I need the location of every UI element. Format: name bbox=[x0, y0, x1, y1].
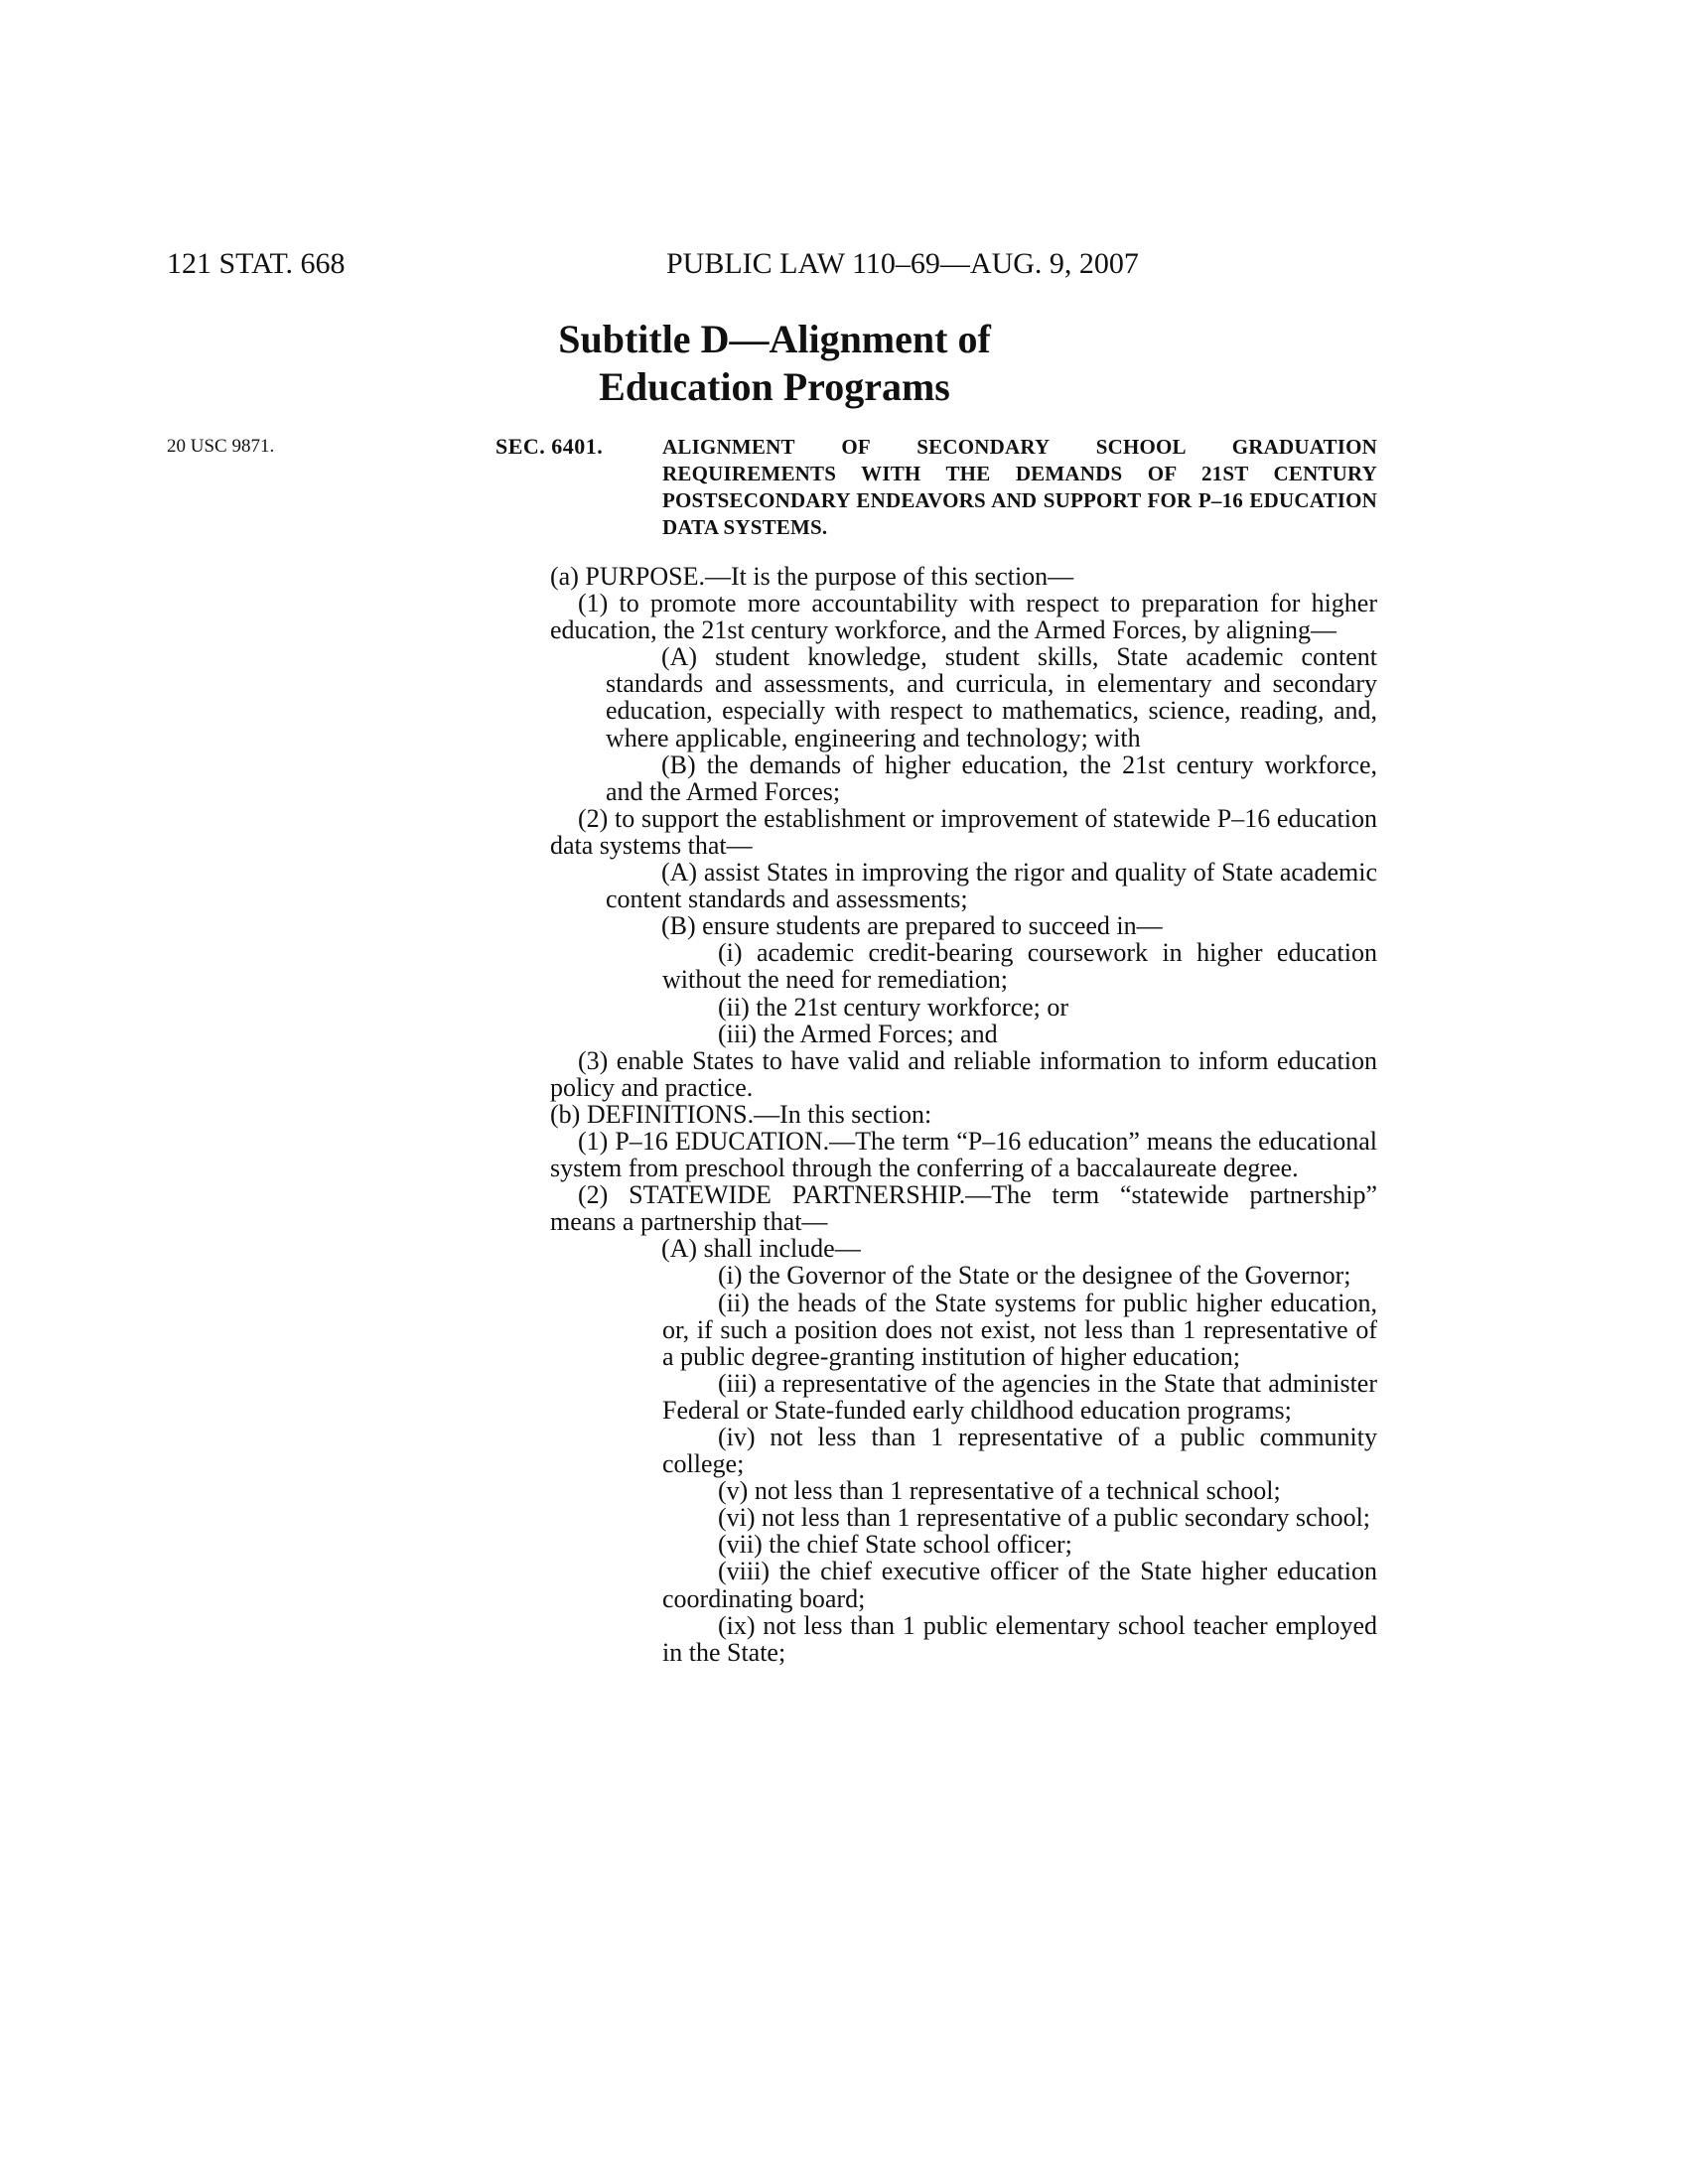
paragraph-b-2-A-ix: (ix) not less than 1 public elementary school teacher employed in the State; bbox=[662, 1610, 1377, 1667]
paragraph-b-2-A-vi: (vi) not less than 1 representative of a public secondary school; bbox=[718, 1503, 1371, 1533]
section-label: SEC. 6401. bbox=[495, 434, 604, 459]
section-title: ALIGNMENT OF SECONDARY SCHOOL GRADUATION REQUIREMENTS WITH THE DEMANDS OF 21ST CENTURY POSTSECONDARY ENDEAVORS AND SUPPORT FOR P–16 EDUCATION DATA SYSTEMS. bbox=[662, 435, 1377, 539]
law-citation: PUBLIC LAW 110–69—AUG. 9, 2007 bbox=[666, 247, 1139, 280]
usc-margin-note: 20 USC 9871. bbox=[167, 436, 275, 457]
paragraph-b-2-A-iii: (iii) a representative of the agencies in the State that administer Federal or State-funded early childhood education programs; bbox=[662, 1368, 1377, 1425]
paragraph-b-2-A-i: (i) the Governor of the State or the designee of the Governor; bbox=[718, 1261, 1351, 1291]
paragraph-b-2-A-v: (v) not less than 1 representative of a technical school; bbox=[718, 1476, 1281, 1506]
paragraph-a-3: (3) enable States to have valid and reliable information to inform education policy and practice. bbox=[550, 1045, 1377, 1102]
paragraph-a-heading: (a) PURPOSE.—It is the purpose of this section— bbox=[550, 562, 1074, 591]
paragraph-a-2-A: (A) assist States in improving the rigor and quality of State academic content standards and assessments; bbox=[606, 858, 1377, 914]
paragraph-a-2-B-ii: (ii) the 21st century workforce; or bbox=[718, 992, 1069, 1022]
paragraph-a-1-B: (B) the demands of higher education, the 21st century workforce, and the Armed Forces; bbox=[606, 750, 1377, 806]
paragraph-a-1: (1) to promote more accountability with respect to preparation for higher education, the 21st century workforce, and the Armed Forces, by aligning— bbox=[550, 589, 1377, 645]
subtitle-heading: Subtitle D—Alignment of Education Programs bbox=[558, 317, 991, 409]
paragraph-a-2-B: (B) ensure students are prepared to succeed in— bbox=[661, 911, 1163, 941]
paragraph-b-2-A: (A) shall include— bbox=[661, 1234, 861, 1264]
paragraph-b-2-A-vii: (vii) the chief State school officer; bbox=[718, 1530, 1072, 1560]
paragraph-b-1: (1) P–16 EDUCATION.—The term “P–16 education” means the educational system from preschool through the conferring of a baccalaureate degree. bbox=[550, 1126, 1377, 1183]
section-body bbox=[550, 563, 1377, 1666]
paragraph-b-2-A-iv: (iv) not less than 1 representative of a public community college; bbox=[662, 1423, 1377, 1479]
paragraph-a-2: (2) to support the establishment or improvement of statewide P–16 education data systems that— bbox=[550, 803, 1377, 860]
paragraph-a-2-B-i: (i) academic credit-bearing coursework in higher education without the need for remediation; bbox=[662, 938, 1377, 995]
paragraph-b-heading: (b) DEFINITIONS.—In this section: bbox=[550, 1099, 932, 1129]
paragraph-a-2-B-iii: (iii) the Armed Forces; and bbox=[718, 1019, 998, 1048]
paragraph-b-2-A-ii: (ii) the heads of the State systems for public higher education, or, if such a position does not exist, not less than 1 representative of a public degree-granting institution of higher education; bbox=[662, 1288, 1377, 1371]
paragraph-a-1-A: (A) student knowledge, student skills, State academic content standards and assessments, and curricula, in elementary and secondary education, especially with respect to mathematics, science, reading, and, where applicable, engineering and technology; with bbox=[606, 642, 1377, 752]
paragraph-b-2-A-viii: (viii) the chief executive officer of the State higher education coordinating board; bbox=[662, 1557, 1377, 1613]
running-header bbox=[0, 247, 1688, 287]
stat-citation: 121 STAT. 668 bbox=[167, 247, 346, 280]
paragraph-b-2: (2) STATEWIDE PARTNERSHIP.—The term “statewide partnership” means a partnership that— bbox=[550, 1180, 1377, 1237]
